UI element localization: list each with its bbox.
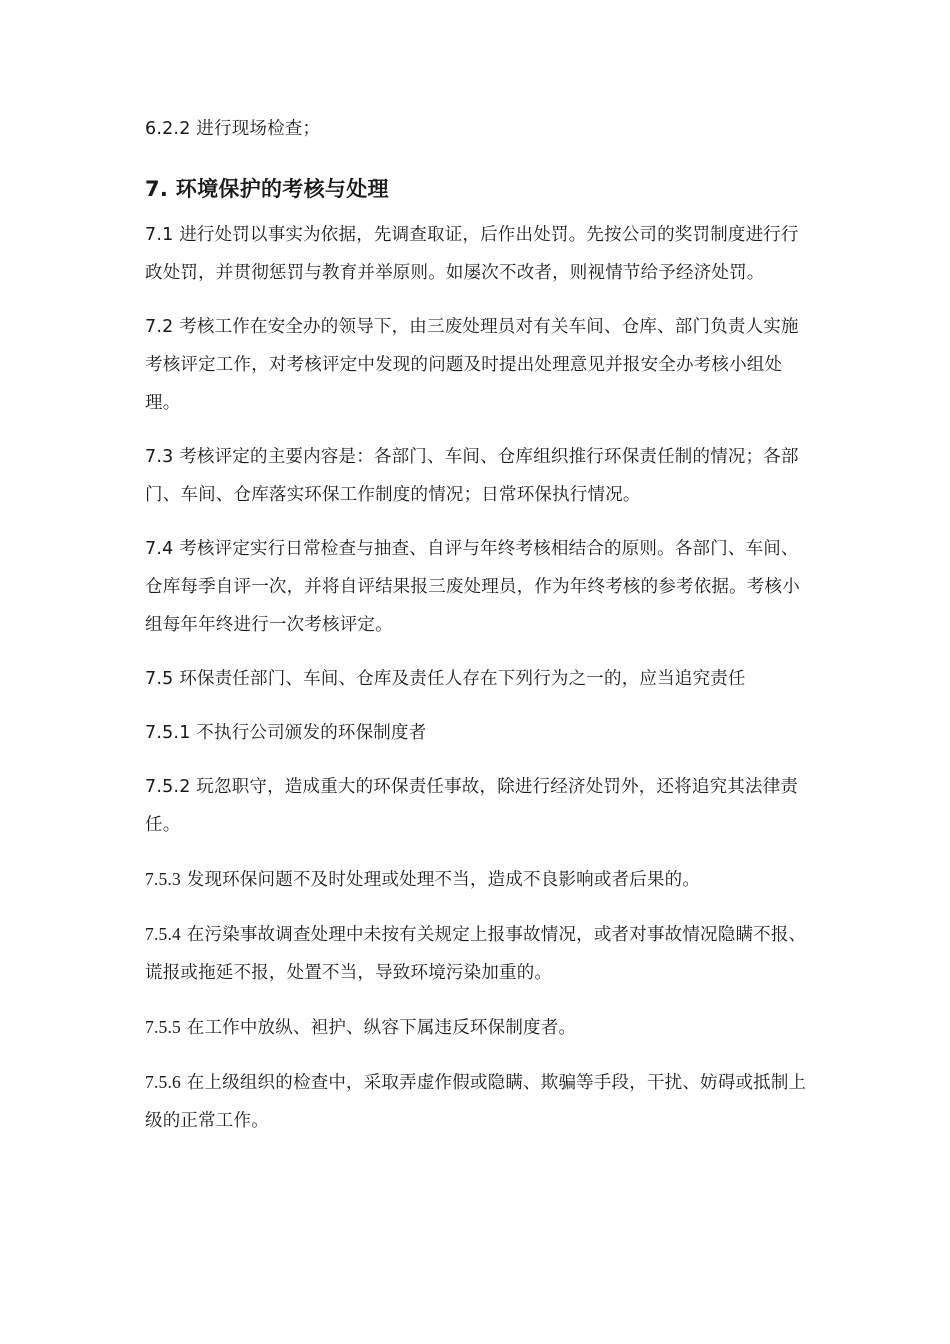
section-7-heading: 7. 环境保护的考核与处理 — [145, 177, 389, 201]
item-number: 7.5.3 — [145, 869, 181, 889]
paragraph-7-5-4 — [145, 915, 810, 992]
item-text: 在工作中放纵、袒护、纵容下属违反环保制度者。 — [181, 1018, 577, 1038]
paragraph-7-1: 7.1 进行处罚以事实为依据，先调查取证，后作出处罚。先按公司的奖罚制度进行行政处罚，并贯彻惩罚与教育并举原则。如屡次不改者，则视情节给予经济处罚。 — [145, 225, 799, 283]
paragraph-7-2: 7.2 考核工作在安全办的领导下，由三废处理员对有关车间、仓库、部门负责人实施考核评定工作，对考核评定中发现的问题及时提出处理意见并报安全办考核小组处理。 — [145, 317, 799, 413]
item-number: 7.5.6 — [145, 1072, 181, 1092]
paragraph-7-5-6 — [145, 1063, 810, 1140]
item-text: 在上级组织的检查中，采取弄虚作假或隐瞒、欺骗等手段，干扰、妨碍或抵制上级的正常工作。 — [145, 1073, 807, 1131]
paragraph-7-5-1: 7.5.1 不执行公司颁发的环保制度者 — [145, 723, 427, 743]
section-6-2-2: 6.2.2 进行现场检查； — [145, 119, 321, 139]
item-number: 7.5.5 — [145, 1017, 181, 1037]
paragraph-7-5-5 — [145, 1008, 810, 1047]
item-text: 在污染事故调查处理中未按有关规定上报事故情况，或者对事故情况隐瞒不报、谎报或拖延不报，处置不当，导致环境污染加重的。 — [145, 925, 807, 983]
paragraph-7-5: 7.5 环保责任部门、车间、仓库及责任人存在下列行为之一的，应当追究责任 — [145, 669, 746, 689]
paragraph-7-5-3 — [145, 860, 810, 899]
item-text: 发现环保问题不及时处理或处理不当，造成不良影响或者后果的。 — [181, 870, 701, 890]
item-number: 7.5.4 — [145, 924, 181, 944]
paragraph-7-5-2: 7.5.2 玩忽职守，造成重大的环保责任事故，除进行经济处罚外，还将追究其法律责任。 — [145, 777, 799, 835]
paragraph-7-4: 7.4 考核评定实行日常检查与抽查、自评与年终考核相结合的原则。各部门、车间、仓库每季自评一次，并将自评结果报三废处理员，作为年终考核的参考依据。考核小组每年年终进行一次考核评定。 — [145, 539, 800, 635]
document-page — [145, 0, 810, 1140]
paragraph-7-3: 7.3 考核评定的主要内容是：各部门、车间、仓库组织推行环保责任制的情况；各部门、车间、仓库落实环保工作制度的情况；日常环保执行情况。 — [145, 447, 799, 505]
